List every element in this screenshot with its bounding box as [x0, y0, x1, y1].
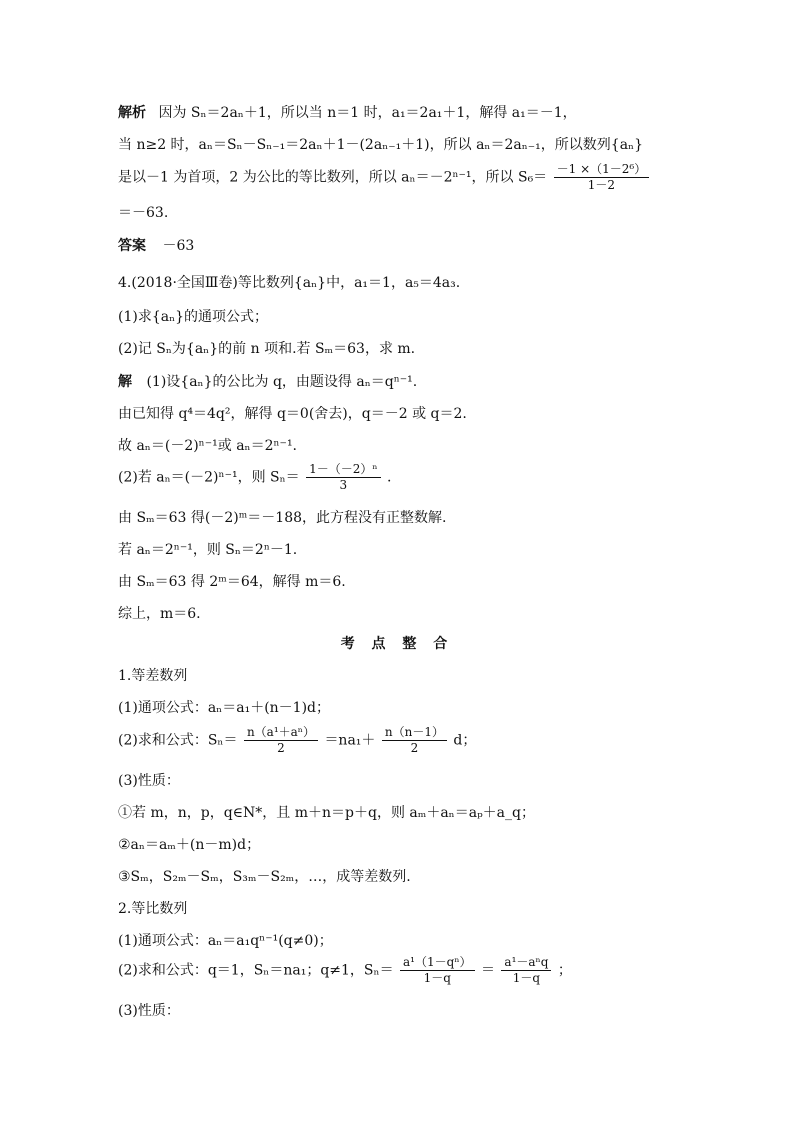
solution-4-line-1 — [118, 372, 417, 392]
line-text: (1)设{aₙ}的公比为 q，由题设得 aₙ＝qⁿ⁻¹. — [146, 374, 418, 390]
solution-4-line-2 — [118, 404, 467, 424]
solution-4-line-5 — [118, 508, 446, 528]
line-text: 由 Sₘ＝63 得(－2)ᵐ＝－188，此方程没有正整数解. — [118, 510, 447, 526]
line-text: (1)通项公式：aₙ＝a₁＋(n－1)d； — [118, 700, 331, 716]
fraction-denominator: 2 — [277, 741, 285, 755]
problem-4-part-2 — [118, 339, 415, 359]
answer-line — [118, 236, 194, 256]
line-suffix: ； — [557, 962, 572, 979]
topic-1-prop-3 — [118, 867, 411, 887]
line-text: ＝－63. — [118, 205, 169, 221]
solution-line-1 — [118, 103, 577, 123]
fraction-geo-a — [400, 955, 474, 986]
line-text: 由 Sₘ＝63 得 2ᵐ＝64，解得 m＝6. — [118, 574, 346, 590]
fraction-numerator: a¹－aⁿq — [501, 955, 551, 971]
topic-2-title — [118, 899, 187, 919]
line-text: (3)性质： — [118, 1003, 180, 1019]
line-text: 因为 Sₙ＝2aₙ＋1，所以当 n＝1 时，a₁＝2a₁＋1，解得 a₁＝－1， — [158, 105, 577, 121]
fraction-denominator: 3 — [339, 478, 348, 492]
line-text: 当 n≥2 时，aₙ＝Sₙ－Sₙ₋₁＝2aₙ＋1－(2aₙ₋₁＋1)，所以 aₙ＝2aₙ₋₁，所以数列{aₙ} — [118, 137, 643, 153]
fraction-denominator: 1－2 — [587, 178, 616, 192]
answer-label: 答案 — [118, 238, 146, 254]
fraction-sum-a — [244, 725, 318, 756]
answer-value: －63 — [162, 238, 195, 254]
problem-4-title — [118, 273, 460, 293]
line-text: ②aₙ＝aₘ＋(n－m)d； — [118, 837, 261, 853]
topic-2-properties — [118, 1001, 180, 1021]
topic-1-prop-2 — [118, 835, 260, 855]
fraction-numerator: n（n－1） — [382, 725, 447, 741]
line-text: (2)求和公式：q＝1，Sₙ＝na₁；q≠1，Sₙ＝ — [118, 962, 394, 979]
solution-4-line-6 — [118, 540, 297, 560]
fraction-numerator: －1 ×（1－2⁶） — [554, 162, 650, 178]
line-suffix: d； — [453, 732, 477, 749]
line-text: 综上，m＝6. — [118, 606, 201, 622]
fraction-s6 — [554, 162, 650, 193]
solution-line-2 — [118, 135, 643, 155]
solution-label: 解析 — [118, 105, 146, 121]
problem-4-part-1 — [118, 307, 268, 327]
line-text: (1)求{aₙ}的通项公式； — [118, 309, 269, 325]
fraction-denominator: 1－q — [512, 971, 541, 985]
fraction-numerator: 1－（－2）ⁿ — [306, 462, 380, 478]
line-text: (3)性质： — [118, 773, 180, 789]
topic-1-properties — [118, 771, 180, 791]
line-text: 2.等比数列 — [118, 901, 188, 917]
topic-1-title — [118, 666, 187, 686]
solution-4-line-3 — [118, 436, 297, 456]
line-text: 1.等差数列 — [118, 668, 188, 684]
line-text: (1)通项公式：aₙ＝a₁qⁿ⁻¹(q≠0)； — [118, 933, 333, 949]
solution-4-line-8 — [118, 604, 201, 624]
heading-text: 考 点 整 合 — [340, 636, 454, 652]
topic-2-sum — [118, 955, 572, 986]
topic-2-formula — [118, 931, 333, 951]
fraction-denominator: 1－q — [423, 971, 451, 985]
line-middle: ＝na₁＋ — [324, 732, 376, 749]
topic-1-sum — [118, 725, 476, 756]
fraction-numerator: a¹（1－qⁿ） — [400, 955, 474, 971]
line-text: 4.(2018·全国Ⅲ卷)等比数列{aₙ}中，a₁＝1，a₅＝4a₃. — [118, 275, 461, 291]
line-text: ①若 m，n，p，q∈N*，且 m＋n＝p＋q，则 aₘ＋aₙ＝aₚ＋a_q； — [118, 805, 535, 821]
line-middle: ＝ — [480, 962, 495, 979]
topic-1-formula — [118, 698, 330, 718]
line-text: 若 aₙ＝2ⁿ⁻¹，则 Sₙ＝2ⁿ－1. — [118, 542, 298, 558]
line-text: ③Sₘ，S₂ₘ－Sₘ，S₃ₘ－S₂ₘ，…，成等差数列. — [118, 869, 411, 885]
line-text: 由已知得 q⁴＝4q²，解得 q＝0(舍去)，q＝－2 或 q＝2. — [118, 406, 467, 422]
solution-line-3 — [118, 162, 651, 193]
fraction-sn — [306, 462, 380, 493]
fraction-denominator: 2 — [410, 741, 419, 755]
topic-1-prop-1 — [118, 803, 535, 823]
line-text: (2)求和公式：Sₙ＝ — [118, 732, 238, 749]
fraction-sum-b — [382, 725, 447, 756]
solution-line-4 — [118, 203, 168, 223]
fraction-geo-b — [501, 955, 551, 986]
solution-4-line-4 — [118, 462, 392, 493]
line-text: 是以－1 为首项，2 为公比的等比数列，所以 aₙ＝－2ⁿ⁻¹，所以 S₆＝ — [118, 169, 548, 186]
line-text: (2)记 Sₙ为{aₙ}的前 n 项和.若 Sₘ＝63，求 m. — [118, 341, 416, 357]
line-text: 故 aₙ＝(－2)ⁿ⁻¹或 aₙ＝2ⁿ⁻¹. — [118, 438, 298, 454]
solution-4-line-7 — [118, 572, 346, 592]
line-text: (2)若 aₙ＝(－2)ⁿ⁻¹，则 Sₙ＝ — [118, 469, 300, 486]
solution-label: 解 — [118, 374, 132, 390]
line-suffix: . — [387, 469, 392, 486]
fraction-numerator: n（a¹＋aⁿ） — [244, 725, 318, 741]
section-heading — [0, 634, 794, 654]
